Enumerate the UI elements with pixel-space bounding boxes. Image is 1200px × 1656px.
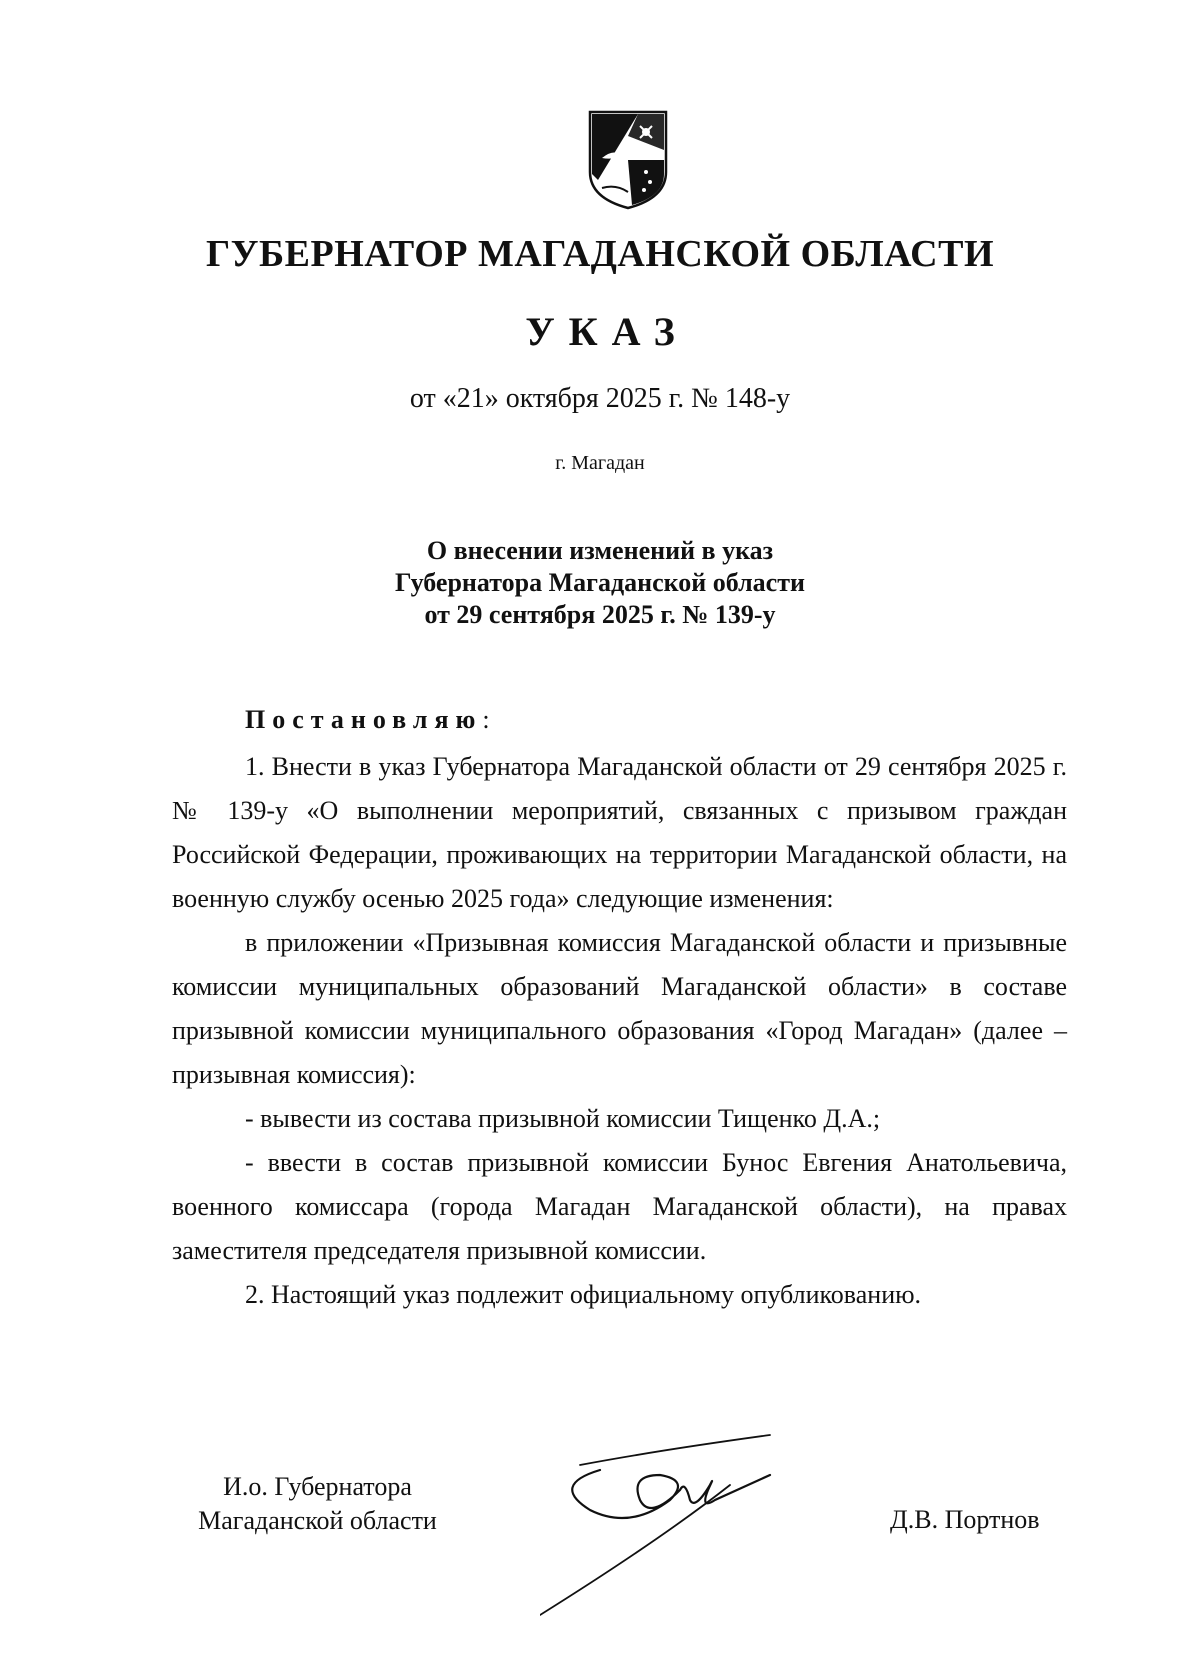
decree-word bbox=[245, 705, 490, 735]
document-subject bbox=[0, 535, 1200, 631]
body-paragraph: 2. Настоящий указ подлежит официальному опубликованию. bbox=[245, 1280, 922, 1309]
issuing-authority: ГУБЕРНАТОР МАГАДАНСКОЙ ОБЛАСТИ bbox=[205, 233, 995, 275]
decree-colon: : bbox=[482, 705, 490, 734]
body-paragraph: - ввести в состав призывной комиссии Бунос Евгения Анатольевича, военного комиссара (города Магадан Магаданской области), на правах заместителя председателя призывной комиссии. bbox=[172, 1148, 1067, 1265]
magadan-coat-of-arms-icon bbox=[588, 110, 668, 210]
handwritten-signature-icon bbox=[540, 1430, 820, 1630]
document-body bbox=[172, 745, 1067, 1317]
signatory-position-line: Магаданской области bbox=[198, 1506, 437, 1535]
signatory-position bbox=[185, 1470, 450, 1538]
subject-line: от 29 сентября 2025 г. № 139-у bbox=[424, 600, 776, 629]
document-type: УКАЗ bbox=[525, 309, 689, 354]
subject-line: Губернатора Магаданской области bbox=[395, 568, 805, 597]
signatory-position-line: И.о. Губернатора bbox=[223, 1472, 412, 1501]
signatory-name: Д.В. Портнов bbox=[890, 1505, 1040, 1534]
body-paragraph: в приложении «Призывная комиссия Магаданской области и призывные комиссии муниципальных образований Магаданской области» в составе призывной комиссии муниципального образования «Город Магадан» (далее – призывная комиссия): bbox=[172, 928, 1067, 1089]
document-date-number: от «21» октября 2025 г. № 148-у bbox=[409, 383, 791, 414]
decree-word-text: Постановляю bbox=[245, 705, 483, 734]
body-paragraph: - вывести из состава призывной комиссии Тищенко Д.А.; bbox=[245, 1104, 881, 1133]
subject-line: О внесении изменений в указ bbox=[426, 536, 774, 565]
document-place: г. Магадан bbox=[555, 452, 645, 474]
body-paragraph: 1. Внести в указ Губернатора Магаданской области от 29 сентября 2025 г. № 139-у «О выполнении мероприятий, связанных с призывом граждан Российской Федерации, проживающих на территории Магаданской области, на военную службу осенью 2025 года» следующие изменения: bbox=[172, 752, 1067, 913]
